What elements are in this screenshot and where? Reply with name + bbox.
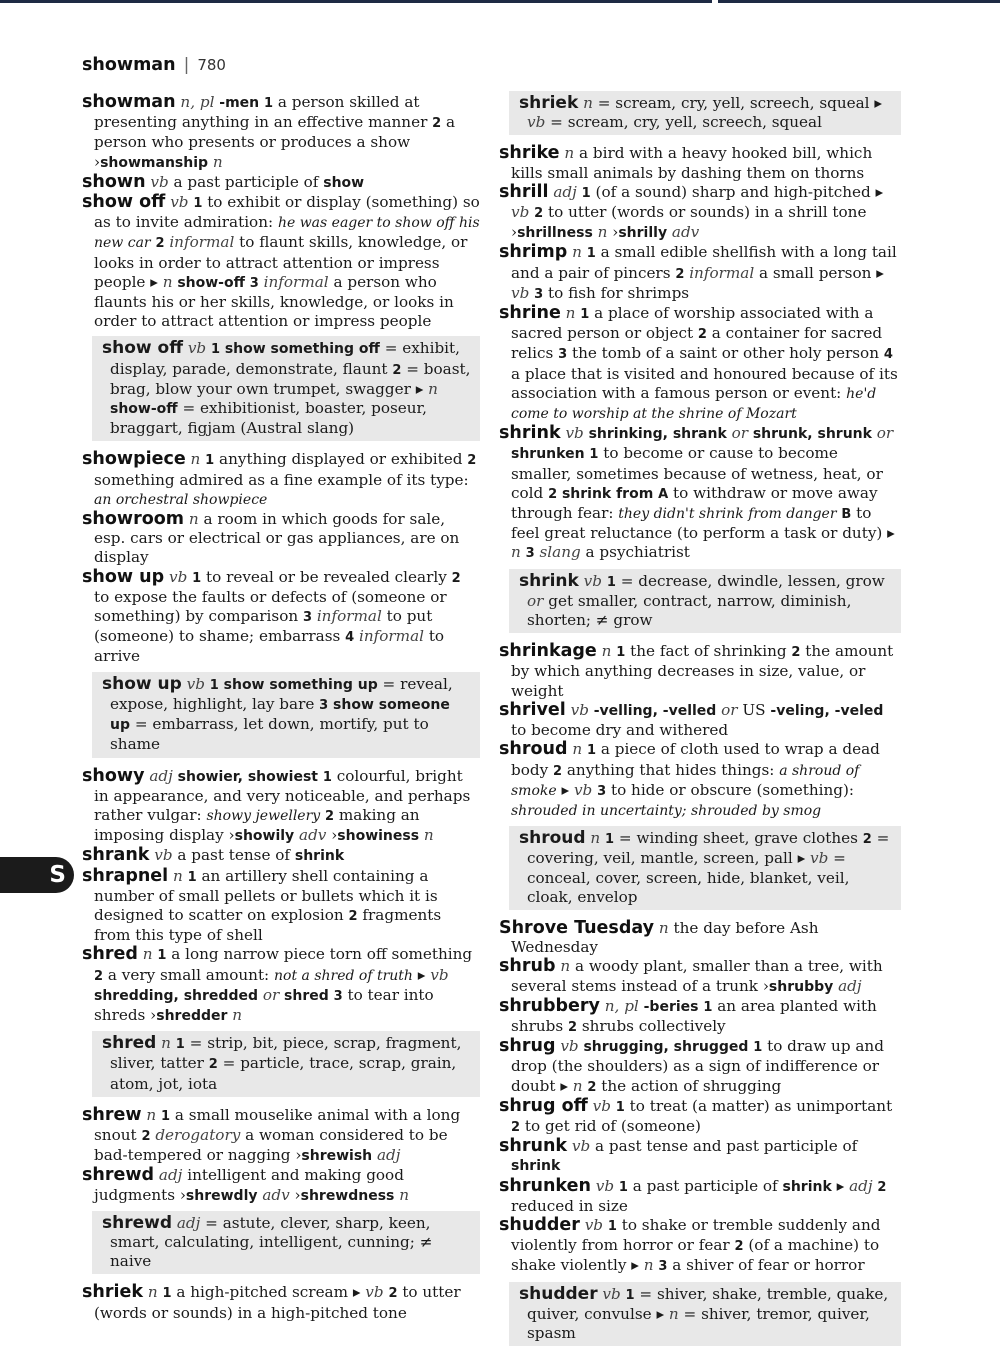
entry-showpiece: showpiece n 1 anything displayed or exhibited 2 something admired as a fine example of its type: an orchestral showpiece bbox=[82, 449, 477, 508]
top-rule-left bbox=[0, 0, 712, 3]
entry-shrivel: shrivel vb -velling, -velled or US -veling, -veled to become dry and withered bbox=[499, 699, 884, 740]
entry-shrapnel: shrapnel n 1 an artillery shell containing a number of small pellets or bullets which it is designed to scatter on explosion 2 fragments from this type of shell bbox=[82, 865, 442, 945]
thesaurus-box-shrewd: shrewd adj = astute, clever, sharp, keen, smart, calculating, intelligent, cunning; ≠ naive bbox=[92, 1211, 480, 1275]
right-column bbox=[499, 93, 901, 1355]
thesaurus-box-shriek: shriek n = scream, cry, yell, screech, squeal ▸ vb = scream, cry, yell, screech, squeal bbox=[509, 91, 901, 135]
entry-showman: showman n, pl -men 1 a person skilled at presenting anything in an effective manner 2 a person who presents or produces a show ›showmanship n bbox=[82, 92, 456, 171]
thumb-index-tab: S bbox=[0, 857, 74, 893]
entry-showroom: showroom n a room in which goods for sale, esp. cars or electrical or gas appliances, are on display bbox=[82, 509, 460, 567]
entry-shrove-tuesday: Shrove Tuesday n the day before Ash Wednesday bbox=[499, 917, 819, 957]
thesaurus-box-show-off: show off vb 1 show something off = exhibit, display, parade, demonstrate, flaunt 2 = boast, brag, blow your own trumpet, swagger ▸ n show-off = exhibitionist, boaster, poseur, braggart, figjam (Austral slang) bbox=[92, 336, 480, 441]
entry-shrug: shrug vb shrugging, shrugged 1 to draw up and drop (the shoulders) as a sign of indifference or doubt ▸ n 2 the action of shrugging bbox=[499, 1036, 884, 1095]
running-head bbox=[82, 55, 226, 75]
entry-shrank: shrank vb a past tense of shrink bbox=[82, 845, 345, 866]
entry-show-up: show up vb 1 to reveal or be revealed clearly 2 to expose the faults or defects of (someone or something) by comparison 3 informal to put (someone) to shame; embarrass 4 informal to arrive bbox=[82, 566, 461, 666]
entry-shrew: shrew n 1 a small mouselike animal with a long snout 2 derogatory a woman considered to be bad-tempered or nagging ›shrewish adj bbox=[82, 1104, 461, 1165]
thesaurus-box-shrink: shrink vb 1 = decrease, dwindle, lessen, grow or get smaller, contract, narrow, diminish, shorten; ≠ grow bbox=[509, 569, 901, 634]
entry-showy: showy adj showier, showiest 1 colourful, bright in appearance, and very noticeable, and perhaps rather vulgar: showy jewellery 2 making an imposing display ›showily adv ›showiness n bbox=[82, 765, 471, 845]
page-number: 780 bbox=[197, 56, 226, 74]
entry-shudder: shudder vb 1 to shake or tremble suddenly and violently from horror or fear 2 (of a machine) to shake violently ▸ n 3 a shiver of fear or horror bbox=[499, 1214, 881, 1275]
entry-show-off: show off vb 1 to exhibit or display (something) so as to invite admiration: he was eager to show off his new car 2 informal to flaunt skills, knowledge, or looks in order to attract attention or impress people ▸ n show-off 3 informal a person who flaunts his or her skills, knowledge, or looks in order to attract attention or impress people bbox=[82, 192, 480, 331]
entry-shroud: shroud n 1 a piece of cloth used to wrap a dead body 2 anything that hides things: a shroud of smoke ▸ vb 3 to hide or obscure (something): shrouded in uncertainty; shrouded by smog bbox=[499, 739, 880, 819]
entry-shriek: shriek n 1 a high-pitched scream ▸ vb 2 to utter (words or sounds) in a high-pitched tone bbox=[82, 1282, 461, 1322]
thesaurus-box-show-up: show up vb 1 show something up = reveal, expose, highlight, lay bare 3 show someone up = embarrass, let down, mortify, put to shame bbox=[92, 672, 480, 758]
entry-shrink: shrink vb shrinking, shrank or shrunk, shrunk or shrunken 1 to become or cause to become smaller, sometimes because of wetness, heat, or cold 2 shrink from A to withdraw or move away through fear: they didn't shrink from danger B to feel great reluctance (to perform a task or duty) ▸ n 3 slang a psychiatrist bbox=[499, 423, 895, 562]
entry-shrine: shrine n 1 a place of worship associated with a sacred person or object 2 a container for sacred relics 3 the tomb of a saint or other holy person 4 a place that is visited and honoured because of its association with a famous person or event: he'd come to worship at the shrine of Mozart bbox=[499, 303, 898, 423]
entry-shrunk: shrunk vb a past tense and past participle of shrink bbox=[499, 1136, 858, 1175]
entry-shred: shred n 1 a long narrow piece torn off something 2 a very small amount: not a shred of truth ▸ vb shredding, shredded or shred 3 to tear into shreds ›shredder n bbox=[82, 944, 473, 1024]
thesaurus-box-shroud: shroud n 1 = winding sheet, grave clothes 2 = covering, veil, mantle, screen, pall ▸ vb = conceal, cover, screen, hide, blanket, veil, cloak, envelop bbox=[509, 826, 901, 910]
running-head-separator: | bbox=[183, 55, 190, 75]
entry-shrike: shrike n a bird with a heavy hooked bill, which kills small animals by dashing them on thorns bbox=[499, 143, 873, 182]
running-head-word: showman bbox=[82, 55, 176, 75]
thesaurus-box-shred: shred n 1 = strip, bit, piece, scrap, fragment, sliver, tatter 2 = particle, trace, scrap, grain, atom, jot, iota bbox=[92, 1031, 480, 1097]
entry-shown: shown vb a past participle of show bbox=[82, 171, 365, 192]
left-column bbox=[82, 93, 480, 1323]
entry-shrinkage: shrinkage n 1 the fact of shrinking 2 the amount by which anything decreases in size, value, or weight bbox=[499, 641, 894, 700]
entry-shrill: shrill adj 1 (of a sound) sharp and high-pitched ▸ vb 2 to utter (words or sounds) in a shrill tone ›shrillness n ›shrilly adv bbox=[499, 181, 884, 242]
entry-shrubbery: shrubbery n, pl -beries 1 an area planted with shrubs 2 shrubs collectively bbox=[499, 995, 877, 1035]
thesaurus-box-shudder: shudder vb 1 = shiver, shake, tremble, quake, quiver, convulse ▸ n = shiver, tremor, quiver, spasm bbox=[509, 1282, 901, 1347]
entry-shrug-off: shrug off vb 1 to treat (a matter) as unimportant 2 to get rid of (someone) bbox=[499, 1095, 893, 1135]
entry-shrunken: shrunken vb 1 a past participle of shrink ▸ adj 2 reduced in size bbox=[499, 1175, 887, 1215]
top-rule-right bbox=[718, 0, 1000, 3]
entry-shrewd: shrewd adj intelligent and making good judgments ›shrewdly adv ›shrewdness n bbox=[82, 1165, 410, 1204]
entry-shrimp: shrimp n 1 a small edible shellfish with a long tail and a pair of pincers 2 informal a small person ▸ vb 3 to fish for shrimps bbox=[499, 242, 897, 302]
entry-shrub: shrub n a woody plant, smaller than a tree, with several stems instead of a trunk ›shrubby adj bbox=[499, 956, 883, 995]
